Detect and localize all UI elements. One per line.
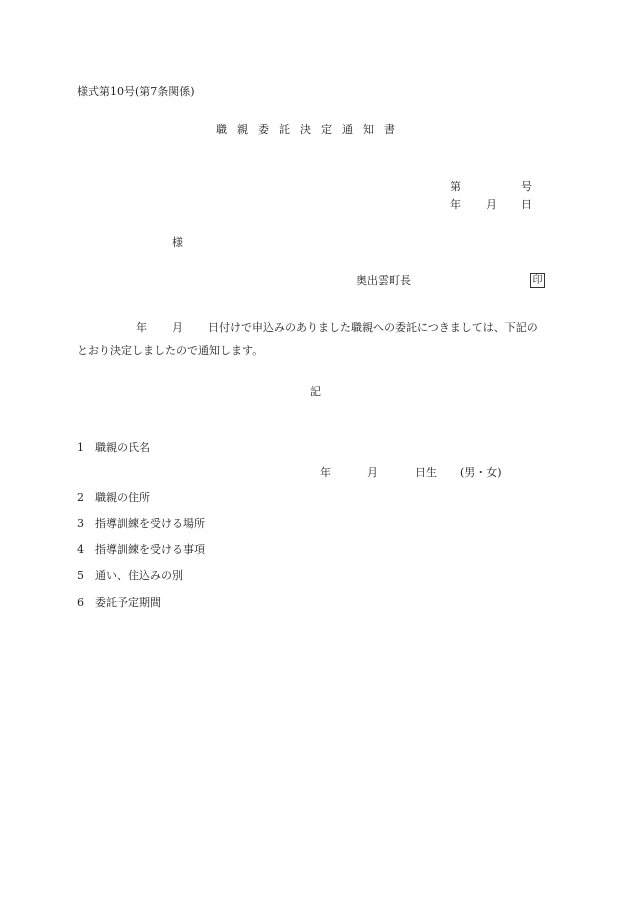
birth-day: 日生 bbox=[415, 466, 437, 479]
birth-year: 年 bbox=[320, 466, 331, 479]
item-label: 委託予定期間 bbox=[95, 596, 161, 609]
doc-number-prefix: 第 bbox=[450, 180, 461, 193]
item-number: 4 bbox=[77, 543, 84, 556]
item-number: 5 bbox=[77, 569, 84, 582]
item-number: 1 bbox=[77, 441, 84, 454]
issuer-name: 奥出雲町長 bbox=[356, 274, 411, 287]
item-label: 指導訓練を受ける事項 bbox=[95, 543, 205, 556]
body-date-month: 月 bbox=[172, 321, 183, 334]
item-number: 6 bbox=[77, 596, 84, 609]
ki-heading: 記 bbox=[310, 385, 321, 398]
title-char: 託 bbox=[279, 123, 290, 136]
item-label: 職親の氏名 bbox=[95, 441, 150, 454]
title-char: 委 bbox=[258, 123, 269, 136]
body-line-2: とおり決定しましたので通知します。 bbox=[77, 344, 264, 357]
title-char: 親 bbox=[237, 123, 248, 136]
doc-date-year: 年 bbox=[450, 198, 461, 211]
doc-date-month: 月 bbox=[486, 198, 497, 211]
item-label: 通い、住込みの別 bbox=[95, 569, 183, 582]
title-char: 決 bbox=[300, 123, 311, 136]
title-char: 定 bbox=[321, 123, 332, 136]
item-label: 職親の住所 bbox=[95, 491, 150, 504]
title-char: 通 bbox=[342, 123, 353, 136]
doc-date-day: 日 bbox=[521, 198, 532, 211]
addressee-suffix: 様 bbox=[172, 236, 183, 249]
sex-choice: (男・女) bbox=[460, 466, 502, 479]
item-label: 指導訓練を受ける場所 bbox=[95, 517, 205, 530]
birth-month: 月 bbox=[367, 466, 378, 479]
document-title bbox=[216, 124, 395, 135]
item-number: 2 bbox=[77, 491, 84, 504]
title-char: 知 bbox=[363, 123, 374, 136]
seal-mark: 印 bbox=[530, 273, 545, 288]
form-number: 様式第10号(第7条関係) bbox=[77, 85, 195, 98]
item-number: 3 bbox=[77, 517, 84, 530]
body-date-year: 年 bbox=[136, 321, 147, 334]
body-line-1: 日付けで申込みのありました職親への委託につきましては、下記の bbox=[208, 321, 538, 334]
title-char: 書 bbox=[384, 123, 395, 136]
doc-number-suffix: 号 bbox=[521, 180, 532, 193]
title-char: 職 bbox=[216, 123, 227, 136]
